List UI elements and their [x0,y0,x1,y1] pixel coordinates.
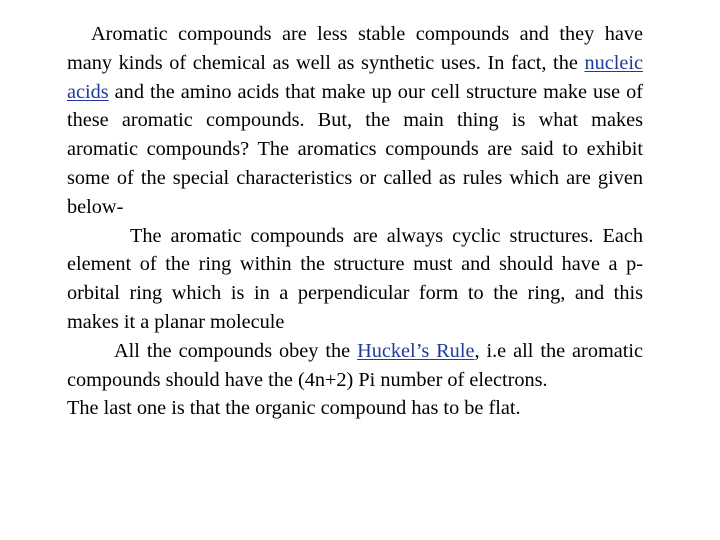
paragraph-cyclic-rule [67,222,643,337]
paragraph-text: and the amino acids that make up our cell structure make use of these aromatic compounds. But, the main thing is what makes aromatic compounds? The aromatics compounds are said to exhibit some of the special characteristics or called as rules which are given below- [67,80,643,218]
huckels-rule-link[interactable]: Huckel’s Rule [357,339,475,362]
paragraph-text: The last one is that the organic compound has to be flat. [67,397,521,420]
paragraph-flat-rule [67,394,643,423]
paragraph-huckel-rule [67,337,643,395]
text-body [67,20,643,423]
paragraph-text: , i.e all the aromatic compounds should have the (4n+2) Pi number of electrons. [67,339,644,391]
nucleic-acids-link[interactable]: nucleic acids [67,51,643,103]
paragraph-text: All the compounds obey the [114,339,358,362]
paragraph-text: Aromatic compounds are less stable compounds and they have many kinds of chemical as well as synthetic uses. In fact, the [67,23,643,74]
paragraph-aromatic-intro [67,20,643,222]
paragraph-text: The aromatic compounds are always cyclic structures. Each element of the ring within the structure must and should have a p-orbital ring which is in a perpendicular form to the ring, and this makes it a planar molecule [67,224,643,333]
